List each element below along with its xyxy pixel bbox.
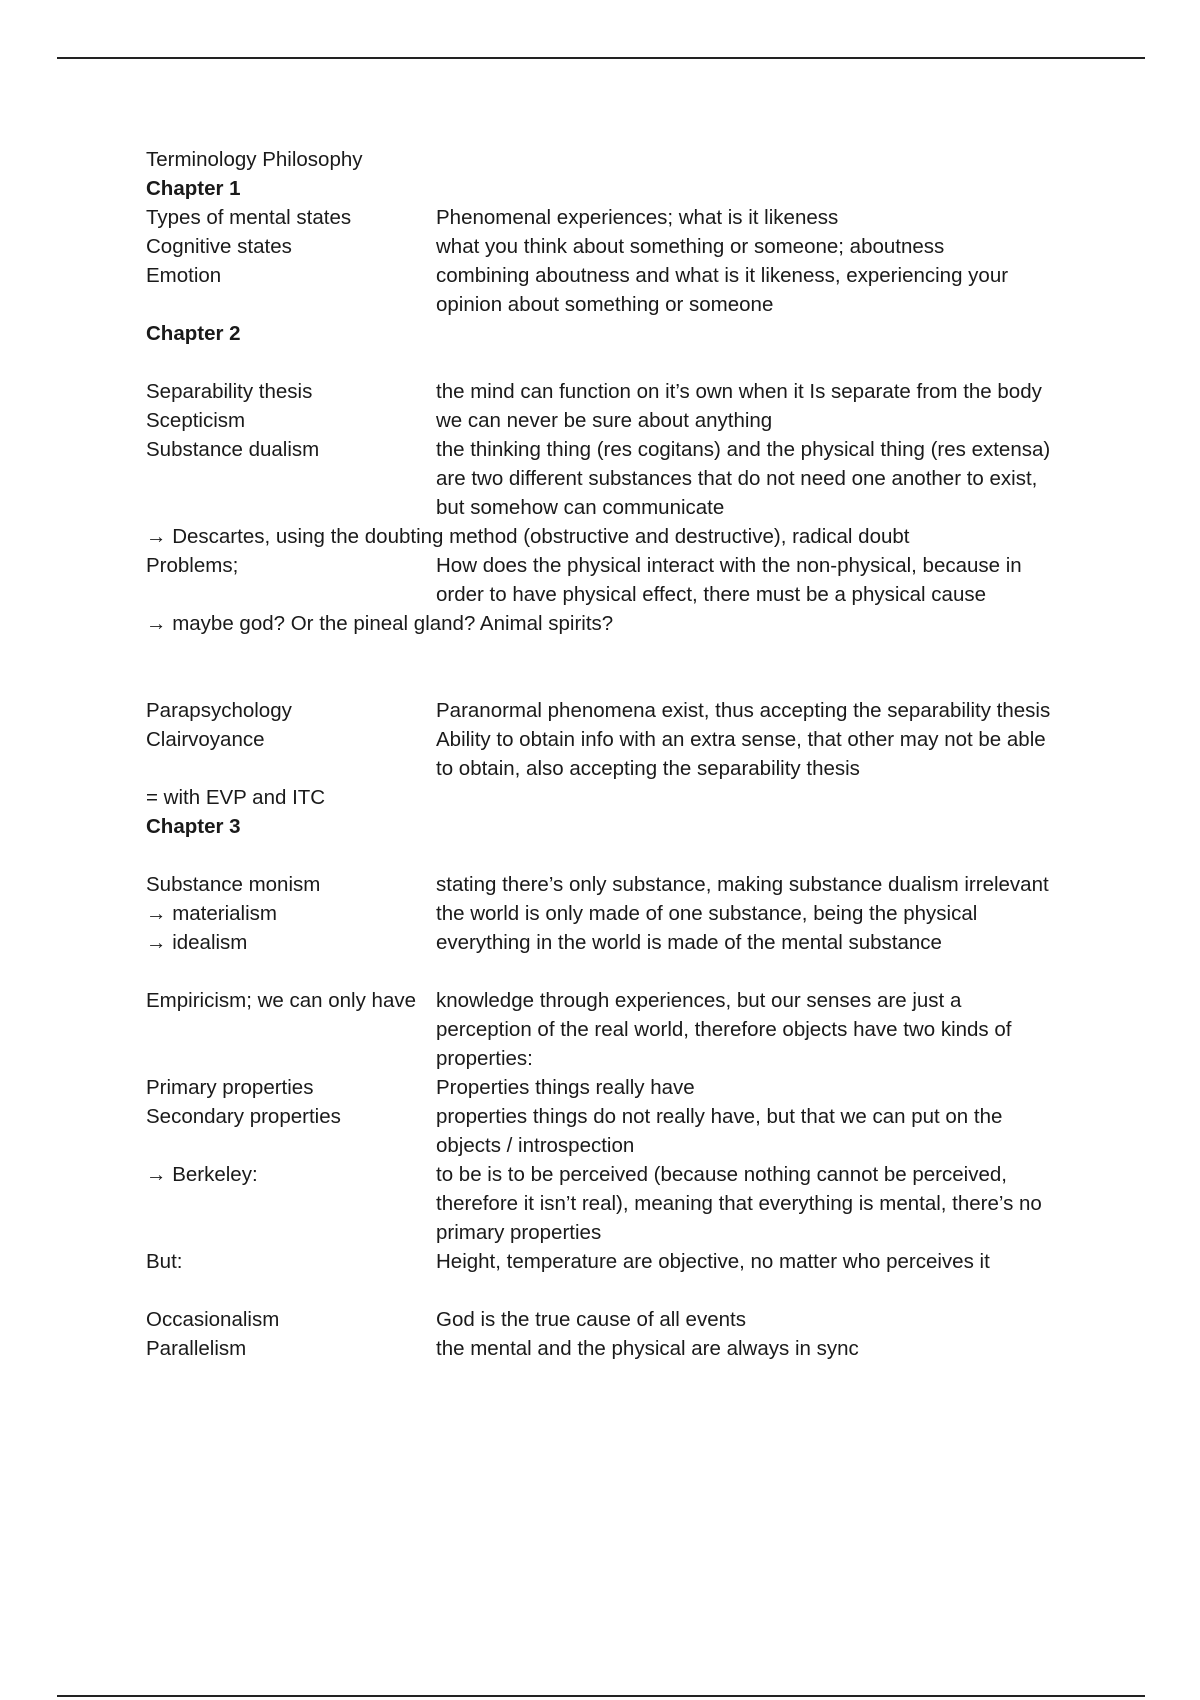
term: Parallelism [146,1337,247,1360]
definition: properties things do not really have, but that we can put on the objects / introspection [436,1105,1003,1157]
term: But: [146,1250,183,1273]
document-page [146,145,1066,1363]
term-row [146,203,1066,232]
term-row [146,232,1066,261]
definition: the world is only made of one substance, being the physical [436,902,978,925]
term-row [146,261,1066,319]
term: → Berkeley: [146,1163,258,1186]
term-row [146,1102,1066,1160]
term-row [146,870,1066,899]
term-row [146,377,1066,406]
definition: Phenomenal experiences; what is it likeness [436,206,839,229]
definition: combining aboutness and what is it likeness, experiencing your opinion about something or someone [436,264,1009,316]
term-row [146,551,1066,609]
term: Cognitive states [146,235,292,258]
definition: the mental and the physical are always in sync [436,1337,859,1360]
term: → idealism [146,931,248,954]
term: Substance dualism [146,438,320,461]
chapter-3-heading: Chapter 3 [146,815,241,838]
definition: everything in the world is made of the mental substance [436,931,942,954]
definition: How does the physical interact with the non-physical, because in order to have physical effect, there must be a physical cause [436,554,1022,606]
term-row [146,928,1066,957]
header-rule [57,57,1145,59]
term: Scepticism [146,409,246,432]
term-row [146,725,1066,783]
term: Emotion [146,264,222,287]
definition: we can never be sure about anything [436,409,773,432]
maybe-note: → maybe god? Or the pineal gland? Animal spirits? [146,612,614,635]
term: Clairvoyance [146,728,265,751]
document-title: Terminology Philosophy [146,148,363,171]
term: Substance monism [146,873,321,896]
term-row [146,1334,1066,1363]
descartes-note: → Descartes, using the doubting method (obstructive and destructive), radical doubt [146,525,910,548]
term-row [146,1015,1066,1073]
empiricism-row [146,986,1066,1015]
term: Primary properties [146,1076,314,1099]
term-row [146,696,1066,725]
term-row [146,899,1066,928]
definition: the thinking thing (res cogitans) and the physical thing (res extensa) are two different substances that do not need one another to exist, but somehow can communicate [436,438,1051,519]
chapter-1-heading: Chapter 1 [146,177,241,200]
term: → materialism [146,902,277,925]
term-row [146,435,1066,522]
empiricism-lead: Empiricism; we can only have [146,989,417,1012]
definition: Properties things really have [436,1076,695,1099]
footer-rule [57,1695,1145,1697]
term: Secondary properties [146,1105,341,1128]
definition: the mind can function on it’s own when it Is separate from the body [436,380,1042,403]
term-row [146,1073,1066,1102]
definition: Paranormal phenomena exist, thus accepting the separability thesis [436,699,1051,722]
empiricism-continuation: perception of the real world, therefore objects have two kinds of properties: [436,1018,1012,1070]
term-row [146,1160,1066,1247]
term-row [146,1247,1066,1276]
empiricism-first-line: knowledge through experiences, but our senses are just a [436,989,962,1012]
term: Occasionalism [146,1308,280,1331]
term-row [146,406,1066,435]
definition: Ability to obtain info with an extra sense, that other may not be able to obtain, also accepting the separability thesis [436,728,1046,780]
term: Separability thesis [146,380,313,403]
term: Types of mental states [146,206,352,229]
definition: what you think about something or someone; aboutness [436,235,945,258]
evp-note: = with EVP and ITC [146,786,326,809]
term: Problems; [146,554,239,577]
chapter-2-heading: Chapter 2 [146,322,241,345]
definition: stating there’s only substance, making substance dualism irrelevant [436,873,1049,896]
term: Parapsychology [146,699,292,722]
definition: Height, temperature are objective, no matter who perceives it [436,1250,990,1273]
definition: to be is to be perceived (because nothing cannot be perceived, therefore it isn’t real), meaning that everything is mental, there’s no primary properties [436,1163,1042,1244]
term-row [146,1305,1066,1334]
definition: God is the true cause of all events [436,1308,746,1331]
